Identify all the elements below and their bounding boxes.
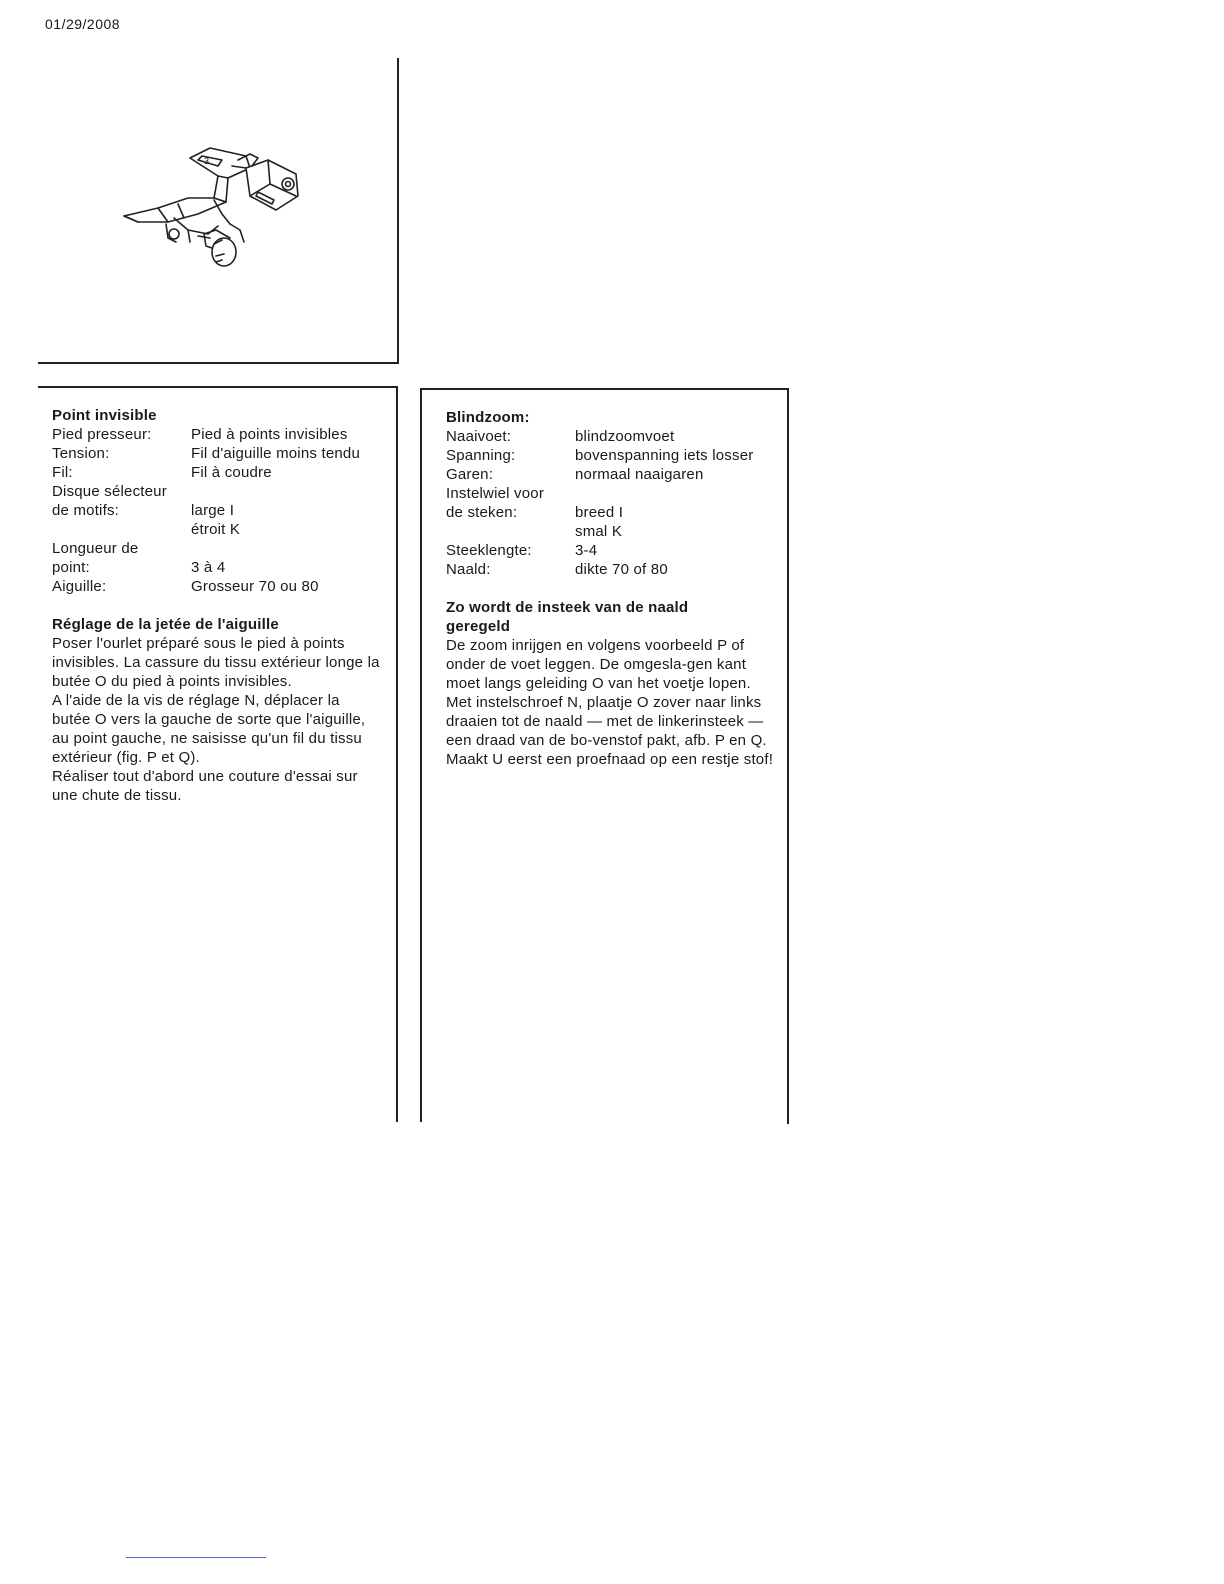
spec-label: Steeklengte:: [446, 542, 532, 559]
spec-label: Naald:: [446, 561, 491, 578]
dutch-paragraph: Met instelschroef N, plaatje O zover naar links draaien tot de naald — met de linkerinsteek — een draad van de bo-venstof pakt, afb. P en Q.: [446, 694, 767, 749]
spec-label: Tension:: [52, 445, 110, 462]
spec-label: Longueur de point:: [52, 540, 139, 576]
dutch-paragraph: Maakt U eerst een proefnaad op een restje stof!: [446, 751, 774, 768]
dutch-title: Blindzoom:: [446, 409, 530, 426]
spec-label: Spanning:: [446, 447, 516, 464]
french-paragraph: Poser l'ourlet préparé sous le pied à points invisibles. La cassure du tissu extérieur longe la butée O du pied à points invisibles.: [52, 635, 380, 690]
dutch-column-left-border: [420, 388, 422, 1122]
dutch-spec-table: [446, 427, 776, 579]
spec-label: [52, 520, 191, 539]
french-paragraph: Réaliser tout d'abord une couture d'essai sur une chute de tissu.: [52, 768, 358, 804]
french-column: [52, 406, 382, 805]
spec-label: Naaivoet:: [446, 428, 512, 445]
spec-label: Aiguille:: [52, 578, 107, 595]
spec-value: étroit K: [191, 521, 241, 538]
spec-value: Fil d'aiguille moins tendu: [191, 445, 360, 462]
bottom-link-underline: [126, 1557, 266, 1558]
figure-divider-horizontal: [38, 362, 398, 364]
spec-value: 3 à 4: [191, 559, 226, 576]
french-column-right-border: [396, 386, 398, 1122]
spec-value: 3-4: [575, 542, 598, 559]
spec-value: blindzoomvoet: [575, 428, 675, 445]
presser-foot-illustration-icon: [118, 138, 318, 278]
spec-value: Pied à points invisibles: [191, 426, 348, 443]
spec-value: smal K: [575, 523, 623, 540]
svg-text:3: 3: [204, 156, 210, 166]
french-subtitle: Réglage de la jetée de l'aiguille: [52, 616, 279, 633]
figure-divider-vertical: [397, 58, 399, 364]
french-title: Point invisible: [52, 407, 157, 424]
dutch-paragraph: De zoom inrijgen en volgens voorbeeld P of onder de voet leggen. De omgesla-gen kant moet langs geleiding O van het voetje lopen.: [446, 637, 751, 692]
spec-label: Disque sélecteur de motifs:: [52, 483, 167, 519]
spec-value: Fil à coudre: [191, 464, 272, 481]
spec-label: Instelwiel voor de steken:: [446, 485, 545, 521]
spec-value: dikte 70 of 80: [575, 561, 668, 578]
document-date: 01/29/2008: [45, 16, 121, 32]
dutch-column-right-border: [787, 388, 789, 1124]
spec-value: normaal naaigaren: [575, 466, 704, 483]
dutch-column-top-border: [420, 388, 788, 390]
french-spec-table: [52, 425, 382, 596]
spec-value: breed I: [575, 504, 624, 521]
spec-label: [446, 522, 575, 541]
spec-label: Fil:: [52, 464, 73, 481]
spec-label: Pied presseur:: [52, 426, 152, 443]
spec-value: Grosseur 70 ou 80: [191, 578, 319, 595]
spec-value: bovenspanning iets losser: [575, 447, 754, 464]
dutch-subtitle: Zo wordt de insteek van de naald geregeld: [446, 599, 689, 635]
spec-value: large I: [191, 502, 235, 519]
french-column-top-border: [38, 386, 398, 388]
french-paragraph: A l'aide de la vis de réglage N, déplacer la butée O vers la gauche de sorte que l'aiguille, au point gauche, ne saisisse qu'un fil du tissu extérieur (fig. P et Q).: [52, 692, 366, 766]
spec-label: Garen:: [446, 466, 494, 483]
dutch-column: [446, 408, 776, 769]
